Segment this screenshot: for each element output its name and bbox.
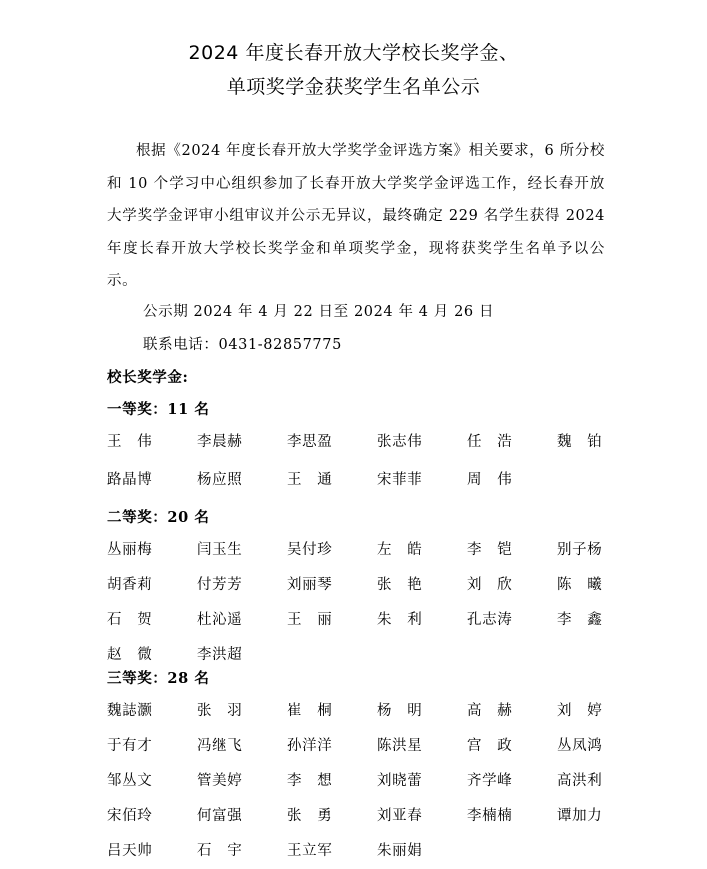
awardee-name: 张志伟 [377,434,423,450]
awardee-name: 路晶博 [107,472,153,488]
awardee-name: 杨应照 [197,472,243,488]
awardee-name: 丛丽梅 [107,542,153,558]
awardee-name: 别子杨 [557,542,603,558]
awardee-name: 吕天帅 [107,843,153,859]
awardee-name: 魏誌灏 [107,703,153,719]
first-prize-heading: 一等奖：11 名 [107,401,210,418]
awardee-name: 丛凤鸿 [557,738,603,754]
awardee-name: 孙洋洋 [287,738,333,754]
awardee-name: 杨 明 [377,703,423,719]
awardee-name: 胡香莉 [107,577,153,593]
awardee-name: 杜沁遥 [197,612,243,628]
document-title-line-1: 2024 年度长春开放大学校长奖学金、 [188,42,519,64]
intro-paragraph: 根据《2024 年度长春开放大学奖学金评选方案》相关要求，6 所分校和 10 个学习中心组织参加了长春开放大学奖学金评选工作，经长春开放大学奖学金评审小组审议并公示无异议，最终确定 229 名学生获得 2024 年度长春开放大学校长奖学金和单项奖学金，现将获奖学生名单予以公示。 [107,143,605,289]
awardee-name: 刘 欣 [467,577,513,593]
awardee-name: 齐学峰 [467,773,513,789]
document-title-line-2: 单项奖学金获奖学生名单公示 [226,76,481,98]
awardee-name: 魏 铂 [557,434,603,450]
awardee-name: 管美婷 [197,773,243,789]
awardee-name: 李晨赫 [197,434,243,450]
awardee-name: 陈洪星 [377,738,423,754]
first-prize-names [107,430,617,489]
awardee-name: 于有才 [107,738,153,754]
publicity-period: 公示期 2024 年 4 月 22 日至 2024 年 4 月 26 日 [143,304,495,320]
awardee-name: 刘亚春 [377,808,423,824]
awardee-name: 石 宇 [197,843,243,859]
awardee-name: 刘 婷 [557,703,603,719]
awardee-name: 朱丽娟 [377,843,423,859]
awardee-name: 谭加力 [557,808,603,824]
awardee-name: 高洪利 [557,773,603,789]
awardee-name: 刘晓蕾 [377,773,423,789]
awardee-name: 任 浩 [467,434,513,450]
awardee-name: 李思盈 [287,434,333,450]
awardee-name: 李洪超 [197,647,243,663]
awardee-name: 王 伟 [107,434,153,450]
section-heading-president-scholarship: 校长奖学金: [107,369,189,386]
awardee-name: 冯继飞 [197,738,243,754]
awardee-name: 朱 利 [377,612,423,628]
awardee-name: 左 皓 [377,542,423,558]
awardee-name: 张 艳 [377,577,423,593]
second-prize-names [107,538,617,664]
awardee-name: 何富强 [197,808,243,824]
contact-phone: 联系电话：0431-82857775 [143,337,342,353]
awardee-name: 王 丽 [287,612,333,628]
awardee-name: 邹丛文 [107,773,153,789]
awardee-name: 王 通 [287,472,333,488]
second-prize-heading: 二等奖：20 名 [107,509,210,526]
awardee-name: 张 勇 [287,808,333,824]
awardee-name: 张 羽 [197,703,243,719]
awardee-name: 刘丽琴 [287,577,333,593]
awardee-name: 石 贺 [107,612,153,628]
awardee-name: 闫玉生 [197,542,243,558]
awardee-name: 李 铠 [467,542,513,558]
awardee-name: 周 伟 [467,472,513,488]
awardee-name: 崔 桐 [287,703,333,719]
awardee-name: 赵 微 [107,647,153,663]
awardee-name: 付芳芳 [197,577,243,593]
third-prize-heading: 三等奖：28 名 [107,670,210,687]
awardee-name: 陈 曦 [557,577,603,593]
awardee-name: 高 赫 [467,703,513,719]
awardee-name: 李楠楠 [467,808,513,824]
third-prize-names [107,699,617,860]
awardee-name: 王立军 [287,843,333,859]
awardee-name: 宋菲菲 [377,472,423,488]
awardee-name: 宋佰玲 [107,808,153,824]
awardee-name: 李 想 [287,773,333,789]
awardee-name: 宫 政 [467,738,513,754]
awardee-name: 吴付珍 [287,542,333,558]
awardee-name: 孔志涛 [467,612,513,628]
awardee-name: 李 鑫 [557,612,603,628]
